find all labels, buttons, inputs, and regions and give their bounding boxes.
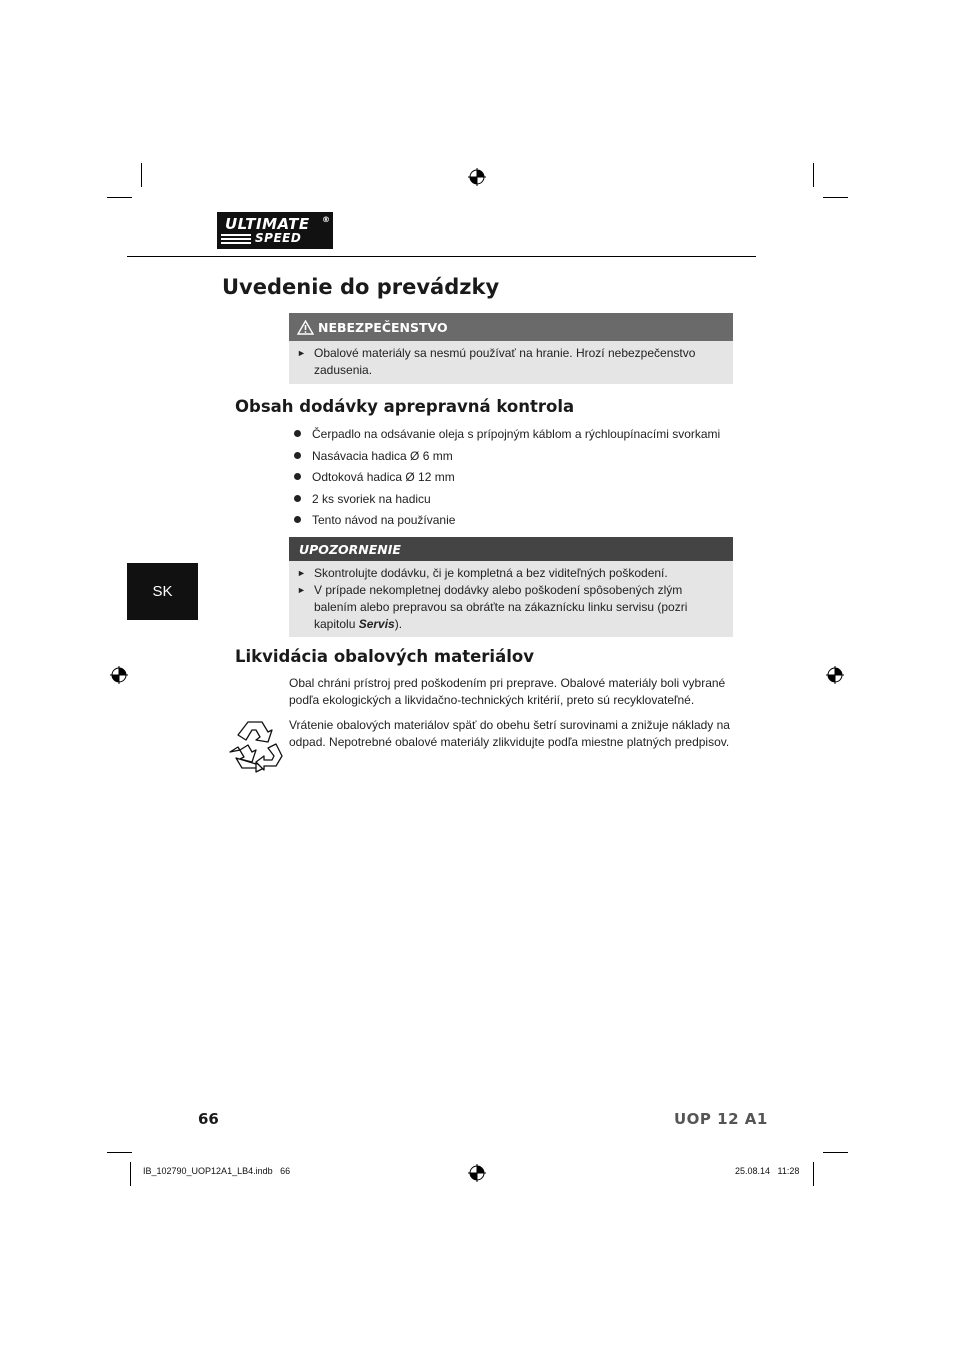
disposal-paragraph-2: Vrátenie obalových materiálov späť do obehu šetrí surovinami a znižuje náklady na odpad. Nepotrebné obalové materiály zlikvidujte podľa miestne platných predpisov. bbox=[289, 718, 730, 749]
arrow-bullet-icon: ► bbox=[297, 585, 306, 595]
danger-item bbox=[289, 345, 733, 379]
notice-box bbox=[289, 537, 733, 637]
crop-mark bbox=[813, 1162, 814, 1186]
notice-item-text-bold: Servis bbox=[358, 617, 395, 631]
language-tab: SK bbox=[127, 563, 198, 620]
recycling-icon bbox=[226, 718, 284, 774]
ultimate-speed-logo bbox=[217, 212, 333, 249]
notice-header bbox=[289, 537, 733, 561]
danger-item-text: Obalové materiály sa nesmú používať na hranie. Hrozí nebezpečenstvo zadusenia. bbox=[314, 346, 696, 377]
model-number: UOP 12 A1 bbox=[674, 1110, 768, 1128]
crop-mark bbox=[813, 163, 814, 187]
page-title: Uvedenie do prevádzky bbox=[222, 275, 500, 299]
list-item: Tento návod na používanie bbox=[293, 510, 720, 532]
contents-list bbox=[293, 424, 720, 532]
crop-mark bbox=[107, 197, 132, 198]
list-item: 2 ks svoriek na hadicu bbox=[293, 489, 720, 511]
section-heading-contents: Obsah dodávky aprepravná kontrola bbox=[235, 397, 575, 416]
notice-item bbox=[289, 582, 733, 633]
bullet-dot-icon bbox=[294, 452, 301, 459]
registration-mark-icon bbox=[468, 168, 486, 186]
danger-header bbox=[289, 313, 733, 341]
crop-mark bbox=[107, 1152, 132, 1153]
bullet-dot-icon bbox=[294, 495, 301, 502]
crop-mark bbox=[823, 1152, 848, 1153]
page-number: 66 bbox=[198, 1110, 219, 1128]
bullet-dot-icon bbox=[294, 430, 301, 437]
arrow-bullet-icon: ► bbox=[297, 348, 306, 358]
slug-datetime: 25.08.14 11:28 bbox=[735, 1166, 800, 1176]
section-heading-disposal: Likvidácia obalových materiálov bbox=[235, 647, 534, 666]
notice-header-label: UPOZORNENIE bbox=[299, 541, 401, 557]
header-rule bbox=[127, 256, 756, 257]
list-item: Čerpadlo na odsávanie oleja s prípojným káblom a rýchloupínacími svorkami bbox=[293, 424, 720, 446]
notice-item bbox=[289, 565, 733, 582]
logo-line2: SPEED bbox=[255, 231, 302, 245]
registration-mark-icon bbox=[110, 666, 128, 684]
list-item: Odtoková hadica Ø 12 mm bbox=[293, 467, 720, 489]
list-item: Nasávacia hadica Ø 6 mm bbox=[293, 446, 720, 468]
logo-line1: ULTIMATE bbox=[225, 215, 310, 233]
slug-file: IB_102790_UOP12A1_LB4.indb 66 bbox=[143, 1166, 291, 1176]
notice-item-text: Skontrolujte dodávku, či je kompletná a bez viditeľných poškodení. bbox=[314, 566, 668, 580]
notice-item-text-post: ). bbox=[394, 617, 403, 631]
crop-mark bbox=[130, 1162, 131, 1186]
bullet-dot-icon bbox=[294, 473, 301, 480]
crop-mark bbox=[823, 197, 848, 198]
crop-mark bbox=[141, 163, 142, 187]
registration-mark-icon bbox=[826, 666, 844, 684]
bullet-dot-icon bbox=[294, 516, 301, 523]
warning-triangle-icon bbox=[297, 320, 314, 335]
arrow-bullet-icon: ► bbox=[297, 568, 306, 578]
logo-mark: ® bbox=[322, 215, 330, 224]
registration-mark-icon bbox=[468, 1164, 486, 1182]
notice-item-text-pre: V prípade nekompletnej dodávky alebo poškodení spôsobených zlým balením alebo prepravou sa obráťte na zákaznícku linku servisu (pozri kapitolu bbox=[314, 583, 688, 631]
danger-box bbox=[289, 313, 733, 384]
danger-header-label: NEBEZPEČENSTVO bbox=[318, 319, 448, 335]
disposal-paragraph-1: Obal chráni prístroj pred poškodením pri preprave. Obalové materiály boli vybrané podľa ekologických a likvidačno-technických kritérií, preto sú recyklovateľné. bbox=[289, 676, 726, 707]
